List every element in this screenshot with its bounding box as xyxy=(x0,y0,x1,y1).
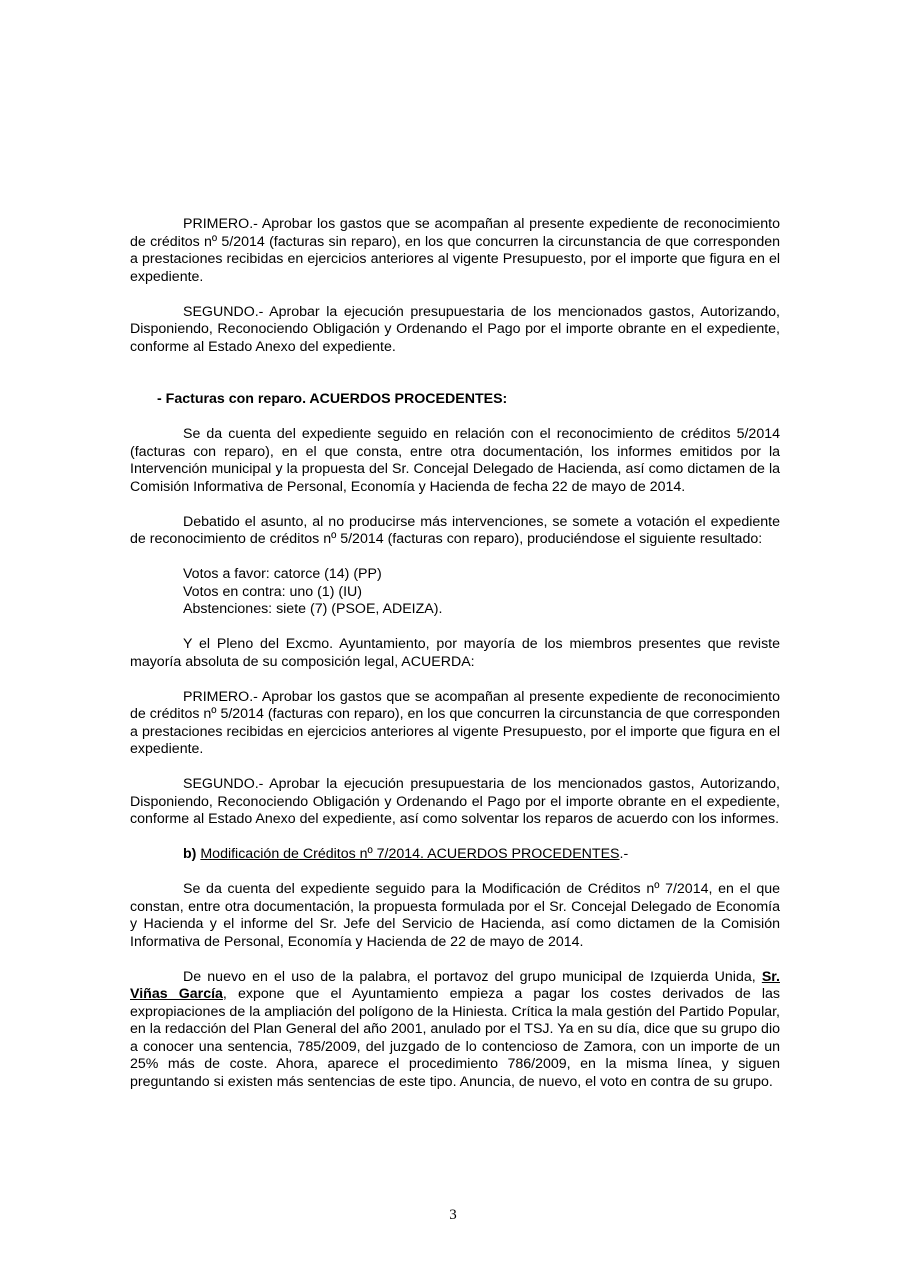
intervention-intro: De nuevo en el uso de la palabra, el portavoz del grupo municipal de Izquierda Unida, xyxy=(183,968,756,985)
document-body xyxy=(130,216,780,1091)
paragraph-debatido: Debatido el asunto, al no producirse más intervenciones, se somete a votación el expediente de reconocimiento de créditos nº 5/2014 (facturas con reparo), produciéndose el siguiente resultado: xyxy=(130,513,780,547)
paragraph-primero-con-reparo: PRIMERO.- Aprobar los gastos que se acompañan al presente expediente de reconocimiento de créditos nº 5/2014 (facturas con reparo), en los que concurren la circunstancia de que corresponden a prestaciones recibidas en ejercicios anteriores al vigente Presupuesto, por el importe que figura en el expediente. xyxy=(130,688,780,757)
paragraph-segundo-sin-reparo: SEGUNDO.- Aprobar la ejecución presupuestaria de los mencionados gastos, Autorizando, Disponiendo, Reconociendo Obligación y Ordenando el Pago por el importe obrante en el expediente, conforme al Estado Anexo del expediente. xyxy=(130,303,780,355)
section-title: Modificación de Créditos nº 7/2014. ACUERDOS PROCEDENTES xyxy=(200,846,620,862)
paragraph-pleno-acuerda: Y el Pleno del Excmo. Ayuntamiento, por mayoría de los miembros presentes que reviste mayoría absoluta de su composición legal, ACUERDA: xyxy=(130,636,780,670)
paragraph-primero-sin-reparo: PRIMERO.- Aprobar los gastos que se acompañan al presente expediente de reconocimiento de créditos nº 5/2014 (facturas sin reparo), en los que concurren la circunstancia de que corresponden a prestaciones recibidas en ejercicios anteriores al vigente Presupuesto, por el importe que figura en el expediente. xyxy=(130,216,780,285)
vote-results xyxy=(130,566,780,619)
paragraph-da-cuenta-modificacion: Se da cuenta del expediente seguido para la Modificación de Créditos nº 7/2014, en el que constan, entre otra documentación, la propuesta formulada por el Sr. Concejal Delegado de Economía y Hacienda y el informe del Sr. Jefe del Servicio de Hacienda, así como dictamen de la Comisión Informativa de Personal, Economía y Hacienda de 22 de mayo de 2014. xyxy=(130,881,780,950)
section-suffix: .- xyxy=(619,846,629,862)
section-heading-facturas-con-reparo: - Facturas con reparo. ACUERDOS PROCEDENTES: xyxy=(157,391,508,407)
section-heading-modificacion-creditos xyxy=(130,846,780,864)
paragraph-da-cuenta-reparo: Se da cuenta del expediente seguido en relación con el reconocimiento de créditos 5/2014 (facturas con reparo), en el que consta, entre otra documentación, los informes emitidos por la Intervención municipal y la propuesta del Sr. Concejal Delegado de Hacienda, así como dictamen de la Comisión Informativa de Personal, Economía y Hacienda de fecha 22 de mayo de 2014. xyxy=(130,426,780,495)
speaker-name: Sr. Viñas García xyxy=(130,968,780,1002)
page-number: 3 xyxy=(449,1207,457,1223)
paragraph-intervencion-vinas xyxy=(130,969,780,1092)
vote-line-contra: Votos en contra: uno (1) (IU) xyxy=(183,583,363,600)
section-letter: b) xyxy=(183,846,197,862)
vote-line-abstenciones: Abstenciones: siete (7) (PSOE, ADEIZA). xyxy=(183,601,443,617)
vote-line-favor: Votos a favor: catorce (14) (PP) xyxy=(183,566,382,582)
paragraph-segundo-con-reparo: SEGUNDO.- Aprobar la ejecución presupuestaria de los mencionados gastos, Autorizando, Disponiendo, Reconociendo Obligación y Ordenando el Pago por el importe obrante en el expediente, conforme al Estado Anexo del expediente, así como solventar los reparos de acuerdo con los informes. xyxy=(130,776,780,827)
intervention-text: , expone que el Ayuntamiento empieza a pagar los costes derivados de las expropiaciones de la ampliación del polígono de la Hiniesta. Crítica la mala gestión del Partido Popular, en la redacción del Plan General del año 2001, anulado por el TSJ. Ya en su día, dice que su grupo dio a conocer una sentencia, 785/2009, del juzgado de lo contencioso de Zamora, con un importe de un 25% más de coste. Ahora, aparece el procedimiento 786/2009, en la misma línea, y siguen preguntando si existen más sentencias de este tipo. Anuncia, de nuevo, el voto en contra de su grupo. xyxy=(130,986,780,1090)
